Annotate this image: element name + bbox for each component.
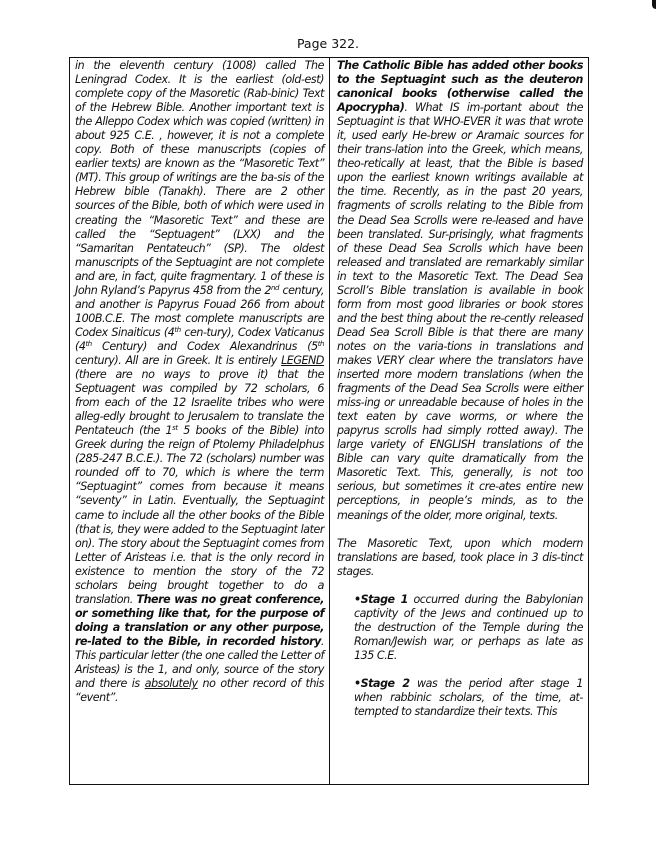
text-run: . What IS im-portant about the Septuagint is that WHO-EVER it was that wrote it, used early He-brew or Aramaic sources for their trans-lation into the Greek, which means, theo-retically at least, that the Bible is based upon the earliest known writings available at the time. Recently, as in the past 20 years, fragments of scrolls relating to the Bible from the Dead Sea Scrolls were re-leased and have been translated. Sur-prisingly, what fragments of these Dead Sea Scrolls which have been released and translated are remarkably similar in text to the Masoretic Text. The Dead Sea Scroll’s Bible translation is available in book form from most good libraries or book stores and the best thing about the re-cently released Dead Sea Scroll Bible is that there are many notes on the varia-tions in translations and makes VERY clear where the translators have inserted more modern translations (when the fragments of the Dead Sea Scrolls were either miss-ing or unreadable because of holes in the text eaten by cave worms, or where the papyrus scrolls had simply rotted away). The large variety of ENGLISH translations of the Bible can vary quite dramatically from the Masoretic Text. This, generally, is not too serious, but sometimes it cre-ates entire new perceptions, in people’s minds, as to the meanings of the older, more original, texts.: [337, 101, 583, 522]
text-run: Century) and Codex Alexandrinus (5: [91, 339, 318, 353]
stage-2-text: was the period after stage 1 when rabbinic scholars, of the time, at-tempted to standardize their texts. This: [354, 676, 583, 719]
right-paragraph-2: The Masoretic Text, upon which modern translations are based, took place in 3 dis-tinct stages.: [337, 536, 583, 578]
paragraph-gap: [337, 663, 583, 677]
text-run: . This particular letter (the one called the Letter of Aristeas) is the 1, and only, source of the story and there is: [75, 634, 324, 691]
two-column-text-box: [69, 57, 589, 785]
stage-1-label: •Stage 1: [354, 592, 408, 606]
text-run: in the eleventh century (1008) called The Leningrad Codex. It is the earliest (old-est) complete copy of the Masoretic (Rab-binic) Text of the Hebrew Bible. Another important text is the Alleppo Codex which was copied (written) in about 925 C.E. , however, it is not a complete copy. Both of these manuscripts (copies of earlier texts) are known as the “Masoretic Text” (MT). This group of writings are the ba-sis of the Hebrew bible (Tanakh). There are 2 other sources of the Bible, both of which were used in creating the “Masoretic Text” and these are called the “Septuagent” (LXX) and the “Samaritan Pentateuch” (SP). The oldest manuscripts of the Septuagint are not complete and are, in fact, quite fragmentary. 1 of these is John Ryland’s Papyrus 458 from the 2: [75, 59, 324, 297]
stage-2-label: •Stage 2: [354, 676, 410, 690]
text-run: 5 books of the Bible) into Greek during the reign of Ptolemy Philadelphus (285-247 B.C.E.). The 72 (scholars) number was rounded off to 70, which is where the term “Septuagint” comes from because it means “seventy” in Latin. Eventually, the Septuagint came to include all the other books of the Bible (that is, they were added to the Septuagint later on). The story about the Septuagint comes from Letter of Aristeas i.e. that is the only record in existence to mention the story of the 72 scholars being brought together to do a translation.: [75, 424, 324, 606]
paragraph-gap: [337, 579, 583, 593]
page-number: Page 322.: [296, 36, 360, 51]
left-column: [70, 58, 330, 784]
ordinal-superscript: th: [174, 325, 181, 334]
right-paragraph-1: [337, 59, 583, 523]
text-run: century). All are in Greek. It is entirely: [75, 353, 282, 367]
underlined-absolutely: absolutely: [144, 677, 198, 691]
text-run: (there are no ways to prove it) that the Septuagent was compiled by 72 scholars, 6 from each of the 12 Israelite tribes who were alleg-edly brought to Jerusalem to translate the Pentateuch (the 1: [75, 368, 324, 438]
underlined-legend: LEGEND: [281, 353, 324, 367]
ordinal-superscript: th: [317, 339, 324, 348]
paragraph-gap: [337, 523, 583, 537]
text-run: cen-tury), Codex Vaticanus (4: [75, 325, 324, 353]
stage-2-item: [337, 677, 583, 719]
text-run: no other record of this “event”.: [75, 677, 324, 705]
right-column: [330, 58, 588, 784]
ordinal-superscript: st: [172, 424, 178, 433]
scan-edge-mark: [652, 0, 656, 9]
ordinal-superscript: nd: [271, 283, 279, 292]
bold-emphasis: There was no great conference, or something like that, for the purpose of doing a translation or any other purpose, re-lated to the Bible, in recorded history: [75, 592, 324, 648]
ordinal-superscript: th: [85, 339, 92, 348]
left-paragraph: [75, 59, 324, 705]
text-run: century, and another is Papyrus Fouad 266 from about 100B.C.E. The most complete manuscripts are Codex Sinaiticus (4: [75, 283, 324, 339]
stage-1-text: occurred during the Babylonian captivity of the Jews and continued up to the destruction of the Temple during the Roman/Jewish war, or perhaps as late as 135 C.E.: [354, 592, 583, 662]
stage-1-item: [337, 593, 583, 663]
bold-emphasis: The Catholic Bible has added other books to the Septuagint such as the deuteron canonical books (otherwise called the Apocrypha): [337, 59, 583, 115]
